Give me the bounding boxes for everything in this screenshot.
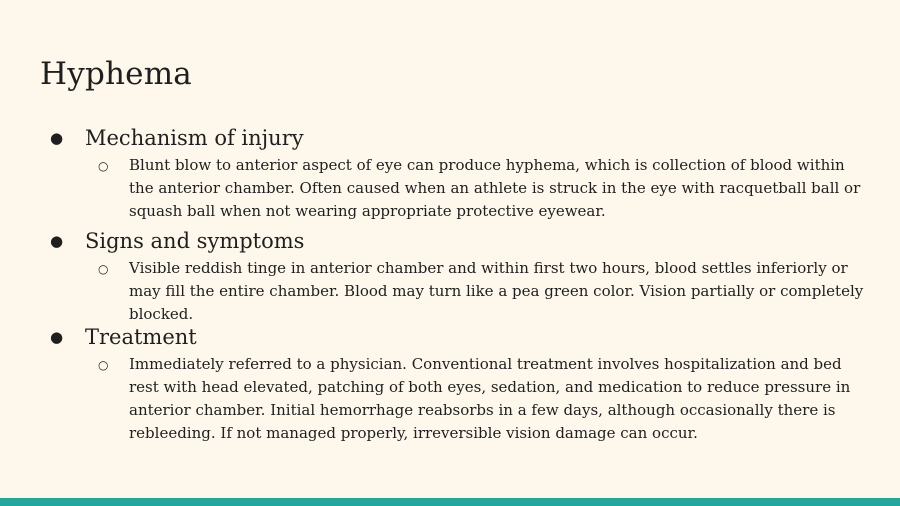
bullet-mechanism-of-injury <box>0 122 900 154</box>
sub-bullet-text: Blunt blow to anterior aspect of eye can produce hyphema, which is collection of blood within the anterior chamber. Often caused when an athlete is struck in the eye with racquetball ball or squash ball when not wearing appropriate protective eyewear. <box>129 156 861 220</box>
sub-bullet-circle-icon: ○ <box>98 358 109 372</box>
sub-bullet-text: Immediately referred to a physician. Conventional treatment involves hospitalization and bed rest with head elevated, patching of both eyes, sedation, and medication to reduce pressure in anterior chamber. Initial hemorrhage reabsorbs in a few days, although occasionally there is rebleeding. If not managed properly, irreversible vision damage can occur. <box>129 355 851 442</box>
bullet-treatment <box>0 321 900 353</box>
bullet-dot-icon: ● <box>50 328 64 346</box>
bullet-dot-icon: ● <box>50 232 64 250</box>
sub-bullet-treatment <box>98 353 869 445</box>
sub-bullet-text: Visible reddish tinge in anterior chamber and within first two hours, blood settles inferiorly or may fill the entire chamber. Blood may turn like a pea green color. Vision partially or completely blocked. <box>129 259 864 323</box>
slide-title: Hyphema <box>40 56 192 92</box>
bottom-accent-bar <box>0 498 900 506</box>
bullet-label: Treatment <box>85 325 197 349</box>
sub-bullet-signs <box>98 257 869 323</box>
bullet-signs-and-symptoms <box>0 225 900 257</box>
sub-bullet-circle-icon: ○ <box>98 159 109 173</box>
sub-bullet-circle-icon: ○ <box>98 262 109 276</box>
bullet-dot-icon: ● <box>50 129 64 147</box>
sub-bullet-mechanism <box>98 154 869 225</box>
bullet-label: Mechanism of injury <box>85 126 304 150</box>
slide-content <box>0 122 900 445</box>
bullet-label: Signs and symptoms <box>85 229 305 253</box>
